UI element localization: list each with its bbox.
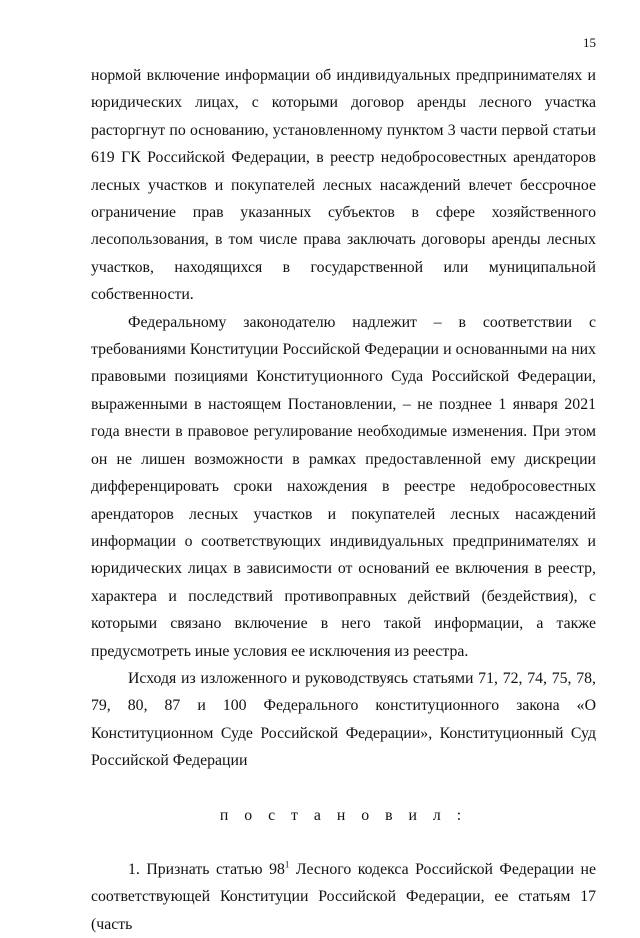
item-1-text-end: Лесного кодекса Российской Федерации не соответствующей Конституции Российской Федерации, ее статьям 17 (часть: [91, 860, 596, 933]
resolution-heading: п о с т а н о в и л :: [219, 806, 468, 824]
item-1-text-start: 1. Признать статью 98: [128, 860, 285, 878]
page-number: 15: [583, 35, 596, 50]
resolution-item-1: [91, 856, 596, 938]
paragraph-legislator-obligation: Федеральному законодателю надлежит – в соответствии с требованиями Конституции Российской Федерации и основанными на них правовыми позициями Конституционного Суда Российской Федерации, выраженными в настоящем Постановлении, – не позднее 1 января 2021 года внести в правовое регулирование необходимые изменения. При этом он не лишен возможности в рамках предоставленной ему дискреции дифференцировать сроки нахождения в реестре недобросовестных арендаторов лесных участков и покупателей лесных насаждений информации о соответствующих индивидуальных предпринимателях и юридических лицах в зависимости от оснований ее включения в реестр, характера и последствий противоправных действий (бездействия), с которыми связано включение в него такой информации, а также предусмотреть иные условия ее исключения из реестра.: [91, 313, 596, 660]
paragraph-continuation: нормой включение информации об индивидуальных предпринимателях и юридических лицах, с которыми договор аренды лесного участка расторгнут по основанию, установленному пунктом 3 части первой статьи 619 ГК Российской Федерации, в реестр недобросовестных арендаторов лесных участков и покупателей лесных насаждений влечет бессрочное ограничение прав указанных субъектов в сфере хозяйственного лесопользования, в том числе права заключать договоры аренды лесных участков, находящихся в государственной или муниципальной собственности.: [91, 67, 596, 304]
document-body: [91, 62, 596, 938]
paragraph-legal-basis: Исходя из изложенного и руководствуясь статьями 71, 72, 74, 75, 78, 79, 80, 87 и 100 Федерального конституционного закона «О Конституционном Суде Российской Федерации», Конституционный Суд Российской Федерации: [91, 669, 596, 770]
article-superscript: 1: [284, 859, 290, 870]
